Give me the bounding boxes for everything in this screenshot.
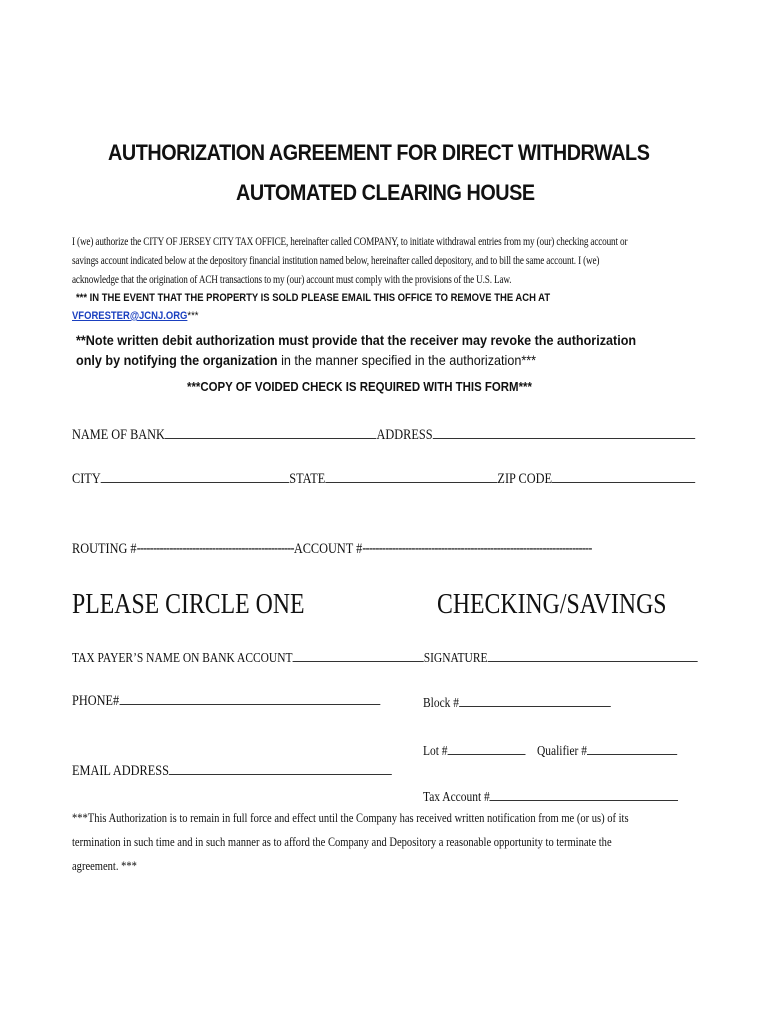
account-input[interactable]: ---------------------------------------------------------------------- — [362, 540, 592, 557]
city-state-zip-row — [72, 468, 695, 488]
qualifier-input[interactable] — [587, 740, 677, 755]
note-line-1: **Note written debit authorization must provide that the receiver may revoke the authorization — [76, 332, 637, 348]
state-label: STATE — [289, 471, 326, 487]
state-input[interactable] — [325, 468, 497, 483]
tax-account-label: Tax Account # — [423, 790, 490, 805]
intro-line-2: savings account indicated below at the depository financial institution named below, hereinafter called depository, and to bill the same account. I (we) — [72, 255, 600, 267]
email-row — [72, 760, 392, 780]
circle-one-label: PLEASE CIRCLE ONE — [72, 588, 305, 620]
address-input[interactable] — [433, 424, 695, 439]
routing-input[interactable]: ------------------------------------------------ — [136, 540, 294, 557]
bank-name-row — [72, 424, 695, 444]
signature-label: SIGNATURE — [423, 651, 488, 666]
city-label: CITY — [72, 471, 101, 487]
lot-input[interactable] — [448, 740, 526, 755]
footer-line-1: ***This Authorization is to remain in full force and effect until the Company has received written notification from me (or us) of its — [72, 810, 629, 825]
voided-check-required: ***COPY OF VOIDED CHECK IS REQUIRED WITH THIS FORM*** — [187, 379, 532, 394]
taxpayer-name-label: TAX PAYER’S NAME ON BANK ACCOUNT — [72, 651, 293, 666]
account-label: ACCOUNT # — [293, 541, 363, 557]
zip-input[interactable] — [552, 468, 696, 483]
block-row — [423, 692, 611, 712]
property-sold-notice: *** IN THE EVENT THAT THE PROPERTY IS SOLD PLEASE EMAIL THIS OFFICE TO REMOVE THE ACH AT — [76, 292, 551, 304]
qualifier-label: Qualifier # — [536, 744, 587, 759]
form-title-line2: AUTOMATED CLEARING HOUSE — [236, 180, 535, 205]
email-input[interactable] — [169, 760, 392, 775]
notice-email-suffix: *** — [187, 310, 199, 322]
phone-row — [72, 690, 380, 710]
lot-qualifier-row — [423, 740, 677, 760]
notice-email-link[interactable]: VFORESTER@JCNJ.ORG — [72, 310, 188, 322]
bank-name-input[interactable] — [165, 424, 377, 439]
taxpayer-name-input[interactable] — [293, 647, 424, 662]
block-input[interactable] — [459, 692, 611, 707]
routing-label: ROUTING # — [72, 541, 137, 557]
intro-line-1: I (we) authorize the CITY OF JERSEY CITY TAX OFFICE, hereinafter called COMPANY, to initiate withdrawal entries from my (our) checking account or — [72, 236, 628, 248]
tax-account-input[interactable] — [490, 786, 679, 801]
note-line-2 — [76, 352, 536, 368]
phone-label: PHONE# — [72, 693, 120, 709]
intro-line-3: acknowledge that the origination of ACH transactions to my (our) account must comply with the provisions of the U.S. Law. — [72, 274, 512, 286]
footer-line-2: termination in such time and in such manner as to afford the Company and Depository a reasonable opportunity to terminate the — [72, 834, 612, 849]
note-line-2b: in the manner specified in the authorization*** — [277, 352, 537, 368]
lot-label: Lot # — [423, 744, 448, 759]
phone-input[interactable] — [119, 690, 380, 705]
zip-label: ZIP CODE — [497, 471, 552, 487]
checking-savings-option[interactable]: CHECKING/SAVINGS — [437, 588, 667, 620]
tax-account-row — [423, 786, 678, 806]
form-title-line1: AUTHORIZATION AGREEMENT FOR DIRECT WITHDRWALS — [108, 140, 650, 165]
bank-name-label: NAME OF BANK — [72, 427, 165, 443]
footer-line-3: agreement. *** — [72, 858, 137, 873]
email-label: EMAIL ADDRESS — [72, 763, 169, 779]
city-input[interactable] — [101, 468, 290, 483]
block-label: Block # — [423, 696, 460, 711]
routing-account-row — [72, 540, 592, 558]
note-line-2a: only by notifying the organization — [76, 352, 278, 368]
address-label: ADDRESS — [376, 427, 433, 443]
taxpayer-signature-row — [72, 647, 697, 667]
notice-email-row — [72, 310, 198, 322]
signature-input[interactable] — [488, 647, 698, 662]
